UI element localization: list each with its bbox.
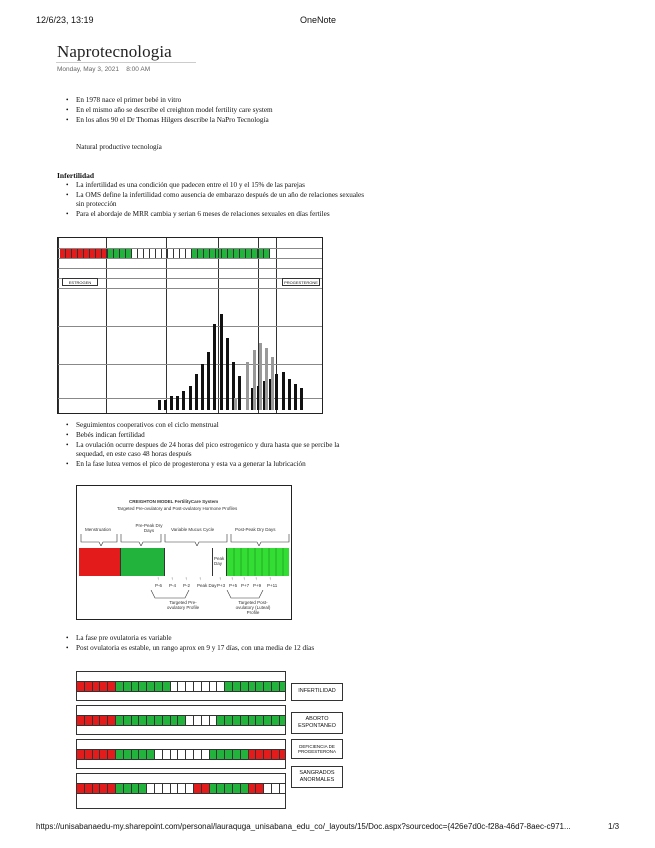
- estrogen-bar: [300, 388, 303, 410]
- stamp-cell: [163, 783, 171, 793]
- list-item: • La ovulación ocurre despues de 24 horas del pico estrogenico y dura hasta que se percibe la: [64, 440, 339, 450]
- progesterone-bar: [253, 350, 256, 410]
- infertilidad-heading: Infertilidad: [57, 171, 95, 180]
- list-item: • En la fase lutea vemos el pico de progesterona y esta va a generar la lubricación: [64, 459, 306, 469]
- estrogen-bar: [164, 400, 167, 410]
- stamp-cell: [178, 749, 186, 759]
- stamp-cell: [108, 715, 116, 725]
- stamp-cell: [241, 715, 249, 725]
- stamp-cell: [264, 715, 272, 725]
- stamp-cell: [139, 783, 147, 793]
- grid-hline: [58, 364, 322, 365]
- row-line: [77, 715, 285, 716]
- stamp-cell: [100, 715, 108, 725]
- estrogen-bar: [158, 400, 161, 410]
- stamp-cell: [233, 681, 241, 691]
- day-label: P+5: [229, 583, 238, 588]
- stamp-cell: [210, 749, 218, 759]
- progesterone-bar: [234, 398, 237, 410]
- predry-label: Pre-Peak Dry Days: [135, 523, 163, 533]
- estrogen-bar: [288, 379, 291, 410]
- cycle-row-aborto: [76, 705, 286, 735]
- stamp-cell: [147, 749, 155, 759]
- cycle-row-progesterona: [76, 739, 286, 769]
- stamp-cell: [132, 783, 140, 793]
- page-date: [57, 66, 150, 73]
- list-item-continued: sin protección: [76, 200, 117, 208]
- estrogen-bar: [176, 396, 179, 410]
- grid-hline: [58, 248, 322, 249]
- stamp-cell: [124, 681, 132, 691]
- stamp-cell: [108, 749, 116, 759]
- stamp-cell: [77, 681, 85, 691]
- list-item: • Post ovulatoria es estable, un rango aprox en 9 y 17 días, con una media de 12 días: [64, 643, 314, 653]
- list-item: • Bebés indican fertilidad: [64, 430, 339, 440]
- stamp-cell: [171, 715, 179, 725]
- stamp-cell: [241, 749, 249, 759]
- stamp-cell: [249, 681, 257, 691]
- stamp-cell: [163, 749, 171, 759]
- stamp-cell: [202, 715, 210, 725]
- footer-page: 1/3: [608, 822, 620, 831]
- stamp-cell: [178, 783, 186, 793]
- stamp-cell: [186, 715, 194, 725]
- stamp-cell: [93, 715, 101, 725]
- day-label: P+11: [267, 583, 278, 588]
- stamp-cell: [256, 715, 264, 725]
- stamp-cell: [194, 783, 202, 793]
- stamp-cell: [116, 783, 124, 793]
- stamp-cell: [210, 715, 218, 725]
- day-arrow: ↑: [243, 576, 246, 581]
- stamp-cell: [155, 749, 163, 759]
- stamp-cell: [77, 783, 85, 793]
- stamp-cell: [186, 749, 194, 759]
- day-arrow: ↑: [185, 576, 188, 581]
- grid-hline: [58, 288, 322, 289]
- day-label: P-4: [169, 583, 177, 588]
- estrogen-bar: [189, 386, 192, 410]
- stamp-cell: [178, 715, 186, 725]
- stamp-cell: [124, 783, 132, 793]
- stamp-cell: [241, 783, 249, 793]
- stamp-cell: [194, 681, 202, 691]
- stamp-cell: [280, 681, 286, 691]
- stamp-cell: [202, 749, 210, 759]
- stamp-cell: [124, 749, 132, 759]
- estrogen-bar: [275, 374, 278, 410]
- list-item: • En los años 90 el Dr Thomas Hilgers describe la NaPro Tecnología: [64, 115, 273, 125]
- stamp-cell: [256, 749, 264, 759]
- stamp-cell: [280, 749, 286, 759]
- stamp-cell: [147, 783, 155, 793]
- day-label: Peak Day: [197, 583, 217, 588]
- stamp-cell: [163, 715, 171, 725]
- row-line: [77, 749, 285, 750]
- cycle-row-infertilidad: [76, 671, 286, 701]
- day-arrow: ↑: [171, 576, 174, 581]
- peak-label: Peak Day: [214, 556, 225, 566]
- print-datetime: 12/6/23, 13:19: [36, 15, 94, 25]
- day-label: P+9: [253, 583, 262, 588]
- stamp-cell: [194, 715, 202, 725]
- stamp-cell: [132, 749, 140, 759]
- day-arrow: ↑: [219, 576, 222, 581]
- mucus-label: Variable Mucus Cycle: [171, 527, 215, 532]
- list-item: • La OMS define la infertilidad como ausencia de embarazo después de un año de relaciones sexuales: [64, 190, 364, 200]
- estrogen-bar: [238, 376, 241, 410]
- day-label: P+3: [217, 583, 226, 588]
- day-label: P-6: [155, 583, 163, 588]
- footer-url: https://unisabanaedu-my.sharepoint.com/personal/lauraquga_unisabana_edu_co/_layouts/15/Doc.aspx?sourcedoc={426e7d0c-f28a-46d7-8aec-c971...: [36, 822, 571, 831]
- day-arrow: ↑: [269, 576, 272, 581]
- stamp-cell: [93, 749, 101, 759]
- creighton-diagram: [76, 485, 292, 620]
- stamp-cell: [233, 783, 241, 793]
- list-item: • En 1978 nace el primer bebé in vitro: [64, 95, 273, 105]
- post-profile-label: Targeted Post-ovulatory (Luteal) Profile: [235, 600, 271, 615]
- label-sangrados: SANGRADOS ANORMALES: [291, 766, 343, 788]
- row-line: [77, 681, 285, 682]
- stamp-cell: [225, 681, 233, 691]
- stamp-cell: [132, 681, 140, 691]
- day-arrow: ↑: [157, 576, 160, 581]
- stamp-cell: [272, 681, 280, 691]
- stamp-cell: [85, 715, 93, 725]
- stamp-cell: [210, 681, 218, 691]
- stamp-cell: [249, 749, 257, 759]
- menses-label: Menstruation: [85, 527, 112, 532]
- phase-list: [64, 633, 314, 653]
- stamp-cell: [124, 715, 132, 725]
- row-line: [77, 783, 285, 784]
- estrogen-bar: [182, 391, 185, 410]
- stamp-cell: [85, 681, 93, 691]
- stamp-cell: [202, 783, 210, 793]
- mucus-segment: [165, 548, 213, 576]
- stamp-cell: [186, 681, 194, 691]
- stamp-cell: [217, 715, 225, 725]
- postpeak-label: Post-Peak Dry Days: [235, 527, 276, 532]
- stamp-cell: [202, 681, 210, 691]
- stamp-cell: [85, 749, 93, 759]
- stamp-cell: [264, 681, 272, 691]
- list-item-continued: sequedad, en este caso 48 horas después: [76, 450, 192, 458]
- stamp-cell: [241, 681, 249, 691]
- grid-hline: [58, 268, 322, 269]
- stamp-cell: [163, 681, 171, 691]
- day-label: P+7: [241, 583, 250, 588]
- stamp-cell: [100, 681, 108, 691]
- stamp-cell: [155, 783, 163, 793]
- row-line: [77, 725, 285, 726]
- cycle-list: [64, 420, 339, 450]
- stamp-cell: [233, 715, 241, 725]
- progesterone-bar: [259, 343, 262, 410]
- stamp-cell: [100, 749, 108, 759]
- stamp-cell: [225, 749, 233, 759]
- stamp-cell: [194, 749, 202, 759]
- list-item: • Para el abordaje de MRR cambia y serian 6 meses de relaciones sexuales en días fertiles: [64, 209, 330, 219]
- estrogen-bar: [282, 372, 285, 410]
- cycle-list-2: [64, 459, 306, 469]
- progesterone-label: PROGESTERONE: [282, 278, 320, 286]
- stamp-cell: [217, 749, 225, 759]
- label-aborto: ABORTO ESPONTANEO: [291, 712, 343, 734]
- infertilidad-list-2: [64, 209, 330, 219]
- grid-hline: [58, 258, 322, 259]
- stamp-cell: [249, 783, 257, 793]
- postpeak-grid: [227, 548, 289, 576]
- stamp-cell: [264, 248, 270, 258]
- hormone-chart: [57, 237, 323, 414]
- list-item: • La fase pre ovulatoria es variable: [64, 633, 314, 643]
- stamp-cell: [139, 749, 147, 759]
- estrogen-bar: [195, 374, 198, 410]
- progesterone-bar: [246, 362, 249, 410]
- stamp-cell: [155, 681, 163, 691]
- row-line: [77, 793, 285, 794]
- title-underline: [56, 62, 196, 63]
- stamp-cell: [100, 783, 108, 793]
- stamp-cell: [93, 783, 101, 793]
- stamp-cell: [225, 783, 233, 793]
- stamp-cell: [155, 715, 163, 725]
- label-infertilidad: INFERTILIDAD: [291, 683, 343, 701]
- estrogen-bar: [226, 338, 229, 410]
- estrogen-bar: [294, 384, 297, 410]
- stamp-cell: [171, 783, 179, 793]
- list-item: • En el mismo año se describe el creighton model fertility care system: [64, 105, 273, 115]
- diagram-subtitle: Targeted Pre-ovulatory and Post-ovulatory Hormone Profiles: [117, 506, 238, 511]
- stamp-cell: [85, 783, 93, 793]
- predry-segment: [121, 548, 165, 576]
- stamp-cell: [280, 715, 286, 725]
- day-arrow: ↑: [255, 576, 258, 581]
- stamp-cell: [272, 749, 280, 759]
- estrogen-bar: [213, 324, 216, 410]
- stamp-cell: [171, 749, 179, 759]
- stamp-cell: [77, 715, 85, 725]
- stamp-cell: [186, 783, 194, 793]
- stamp-cell: [233, 749, 241, 759]
- estrogen-bar: [201, 364, 204, 410]
- label-progesterona: DEFICIENCIA DE PROGESTERONA: [291, 739, 343, 759]
- diagram-title: CREIGHTON MODEL FertilityCare System: [129, 499, 219, 504]
- stamp-cell: [264, 749, 272, 759]
- row-line: [77, 759, 285, 760]
- day-label: P-2: [183, 583, 191, 588]
- progesterone-bar: [271, 357, 274, 410]
- list-item: • La infertilidad es una condición que padecen entre el 10 y el 15% de las parejas: [64, 180, 364, 190]
- stamp-cell: [116, 749, 124, 759]
- stamp-cell: [139, 681, 147, 691]
- stamp-cell: [178, 681, 186, 691]
- date-text: Monday, May 3, 2021: [57, 66, 120, 73]
- intro-list: [64, 95, 273, 125]
- stamp-cell: [256, 681, 264, 691]
- progesterone-bar: [265, 348, 268, 410]
- diagram-brackets: [77, 530, 293, 546]
- stamp-cell: [272, 715, 280, 725]
- infertilidad-list: [64, 180, 364, 200]
- estrogen-bar: [207, 352, 210, 410]
- day-arrow: ↑: [231, 576, 234, 581]
- cycle-row-tail: [76, 797, 286, 809]
- row-line: [77, 691, 285, 692]
- peak-segment: [213, 548, 227, 576]
- time-text: 8:00 AM: [126, 66, 151, 73]
- stamp-cell: [225, 715, 233, 725]
- grid-hline: [58, 326, 322, 327]
- page-title: Naprotecnologia: [57, 42, 172, 61]
- cycle-charts: [76, 669, 344, 809]
- estrogen-bar: [220, 314, 223, 410]
- estrogen-label: ESTROGEN: [62, 278, 98, 286]
- stamp-cell: [77, 749, 85, 759]
- stamp-cell: [147, 715, 155, 725]
- stamp-cell: [132, 715, 140, 725]
- stamp-cell: [116, 715, 124, 725]
- pre-profile-label: Targeted Pre-ovulatory Profile: [166, 600, 200, 610]
- estrogen-bar: [170, 396, 173, 410]
- grid-vline: [322, 238, 323, 413]
- stamp-cell: [210, 783, 218, 793]
- stamp-cell: [93, 681, 101, 691]
- app-name: OneNote: [300, 15, 337, 25]
- list-item: • Seguimientos cooperativos con el ciclo menstrual: [64, 420, 339, 430]
- menses-segment: [79, 548, 121, 576]
- stamp-cell: [249, 715, 257, 725]
- stamp-cell: [264, 783, 272, 793]
- stamp-cell: [272, 783, 280, 793]
- stamp-cell: [147, 681, 155, 691]
- subtitle: Natural productive tecnología: [76, 143, 162, 151]
- stamp-cell: [217, 783, 225, 793]
- stamp-cell: [108, 783, 116, 793]
- stamp-cell: [256, 783, 264, 793]
- stamp-cell: [116, 681, 124, 691]
- stamp-cell: [108, 681, 116, 691]
- stamp-cell: [139, 715, 147, 725]
- stamp-cell: [217, 681, 225, 691]
- stamp-cell: [171, 681, 179, 691]
- day-arrow: ↑: [199, 576, 202, 581]
